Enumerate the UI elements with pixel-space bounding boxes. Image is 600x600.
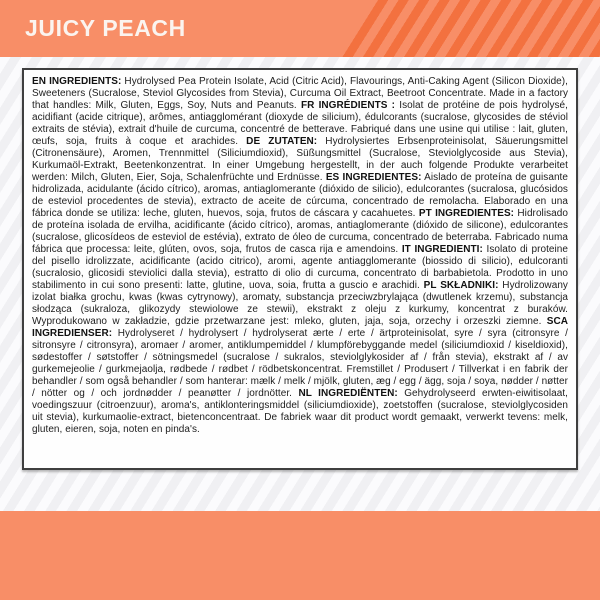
ingredients-lang-heading-nl: NL INGREDIËNTEN: (298, 388, 398, 399)
ingredients-lang-heading-de: DE ZUTATEN: (246, 136, 318, 147)
bottom-color-band (0, 511, 600, 600)
ingredients-lang-heading-es: ES INGREDIENTES: (325, 172, 422, 183)
ingredients-lang-heading-it: IT INGREDIENTI: (401, 244, 483, 255)
ingredients-lang-heading-fr: FR INGRÉDIENTS : (300, 100, 396, 111)
diagonal-stripes-decoration (337, 0, 600, 57)
ingredients-box (22, 68, 578, 470)
ingredients-lang-heading-pt: PT INGREDIENTES: (418, 208, 515, 219)
ingredients-lang-heading-sca: SCA INGREDIENSER: (32, 316, 568, 339)
ingredients-lang-heading-en: EN INGREDIENTS: (32, 76, 122, 87)
ingredients-lang-heading-pl: PL SKŁADNIKI: (423, 280, 499, 291)
ingredients-text: EN INGREDIENTS: Hydrolysed Pea Protein Isolate, Acid (Citric Acid), Flavourings, Anti-Caking Agent (Silicon Dioxide), Sweeteners (Sucralose, Steviol Glycosides from Stevia), Curcuma Oil Extract, Beetroot Concentrate. Made in a factory that handles: Milk, Gluten, Eggs, Soy, Nuts and Peanuts. FR INGRÉDIENTS : Isolat de protéine de pois hydrolysé, acidifiant (acide citrique), arômes, antiagglomérant (dioxyde de silicium), édulcorants (sucralose, glycosides de stéviol extraits de stévia), extrait d'huile de curcuma, concentré de betterave. Fabriqué dans une usine qui utilise : lait, gluten, œufs, soja, fruits à coque et arachides. DE ZUTATEN: Hydrolysiertes Erbsenproteinisolat, Säuerungsmittel (Citronensäure), Aromen, Trennmittel (Siliciumdioxid), Süßungsmittel (Sucralose, Steviolglycoside aus Stevia), Kurkumaöl-Extrakt, Beetenkonzentrat. In einer Umgebung hergestellt, in der auch folgende Produkte verarbeitet werden: Milch, Gluten, Eier, Soja, Schalenfrüchte und Erdnüsse. ES INGREDIENTES: Aislado de proteína de guisante hidrolizada, acidulante (ácido cítrico), aromas, antiaglomerante (dióxido de silicio), edulcorantes (sucralosa, glucósidos de esteviol procedentes de stevia), extracto de aceite de cúrcuma, concentrado de remolacha. Elaborado en una fábrica donde se utiliza: leche, gluten, huevos, soja, frutos de cáscara y cacahuetes. PT INGREDIENTES: Hidrolisado de proteína isolada de ervilha, acidificante (ácido cítrico), aromas, antiaglomerante (dióxido de silicone), edulcorantes (sucralose, glicosídeos de esteviol de estévia), extrato de óleo de curcuma, concentrado de beterraba. Fabricado numa fábrica que processa: leite, glúten, ovos, soja, frutos de casca rija e amendoins. IT INGREDIENTI: Isolato di proteine del pisello idrolizzate, acidificante (acido citrico), aromi, agente antiagglomerante (biossido di silicio), edulcoranti (sucralosio, glicosidi steviolici dalla stevia), estratto di olio di curcuma, concentrato di barbabietola. Prodotto in uno stabilimento in cui sono presenti: latte, glutine, uova, soia, frutta a guscio e arachidi. PL SKŁADNIKI: Hydrolizowany izolat białka grochu, kwas (kwas cytrynowy), aromaty, substancja przeciwzbrylająca (dwutlenek krzemu), substancja słodząca (sukraloza, glikozydy stewiolowe ze stewii), ekstrakt z oleju z kurkumy, koncentrat z buraków. Wyprodukowano w zakładzie, gdzie przetwarzane jest: mleko, gluten, jaja, soja, orzechy i orzeszki ziemne. SCA INGREDIENSER: Hydrolyseret / hydrolysert / hydrolyserat ærte / erte / ärtproteinisolat, syre / syra (citronsyre / sitronsyre / citronsyra), aromaer / aromer, antiklumpemiddel / klumpförebyggande medel (siliciumdioxid / kiseldioxid), sødestoffer / søtstoffer / sötningsmedel (sucralose / sukralos, steviolglykosider af / från stevia), ekstrakt af / av gurkemejeolie / gurkmejaolja, rødbede / rødbet / rödbetskoncentrat. Fremstillet / Produsert / Tillverkat i en fabrik der behandler / som også behandler / som hanterar: mælk / melk / mjölk, gluten, æg / egg / ägg, soja / soya, nødder / nøtter / nötter og / och jordnødder / peanøtter / jordnötter. NL INGREDIËNTEN: Gehydrolyseerd erwten-eiwitisolaat, voedingszuur (citroenzuur), aroma's, antiklonteringsmiddel (siliciumdioxide), zoetstoffen (sucralose, steviolglycosiden uit stevia), kurkumaolie-extract, bietenconcentraat. De fabriek waar dit product wordt gemaakt, verwerkt tevens: melk, gluten, eieren, soja, noten en pinda's. (32, 76, 568, 435)
flavor-header-band (0, 0, 600, 57)
label-body (0, 57, 600, 511)
flavor-title: JUICY PEACH (25, 15, 186, 41)
